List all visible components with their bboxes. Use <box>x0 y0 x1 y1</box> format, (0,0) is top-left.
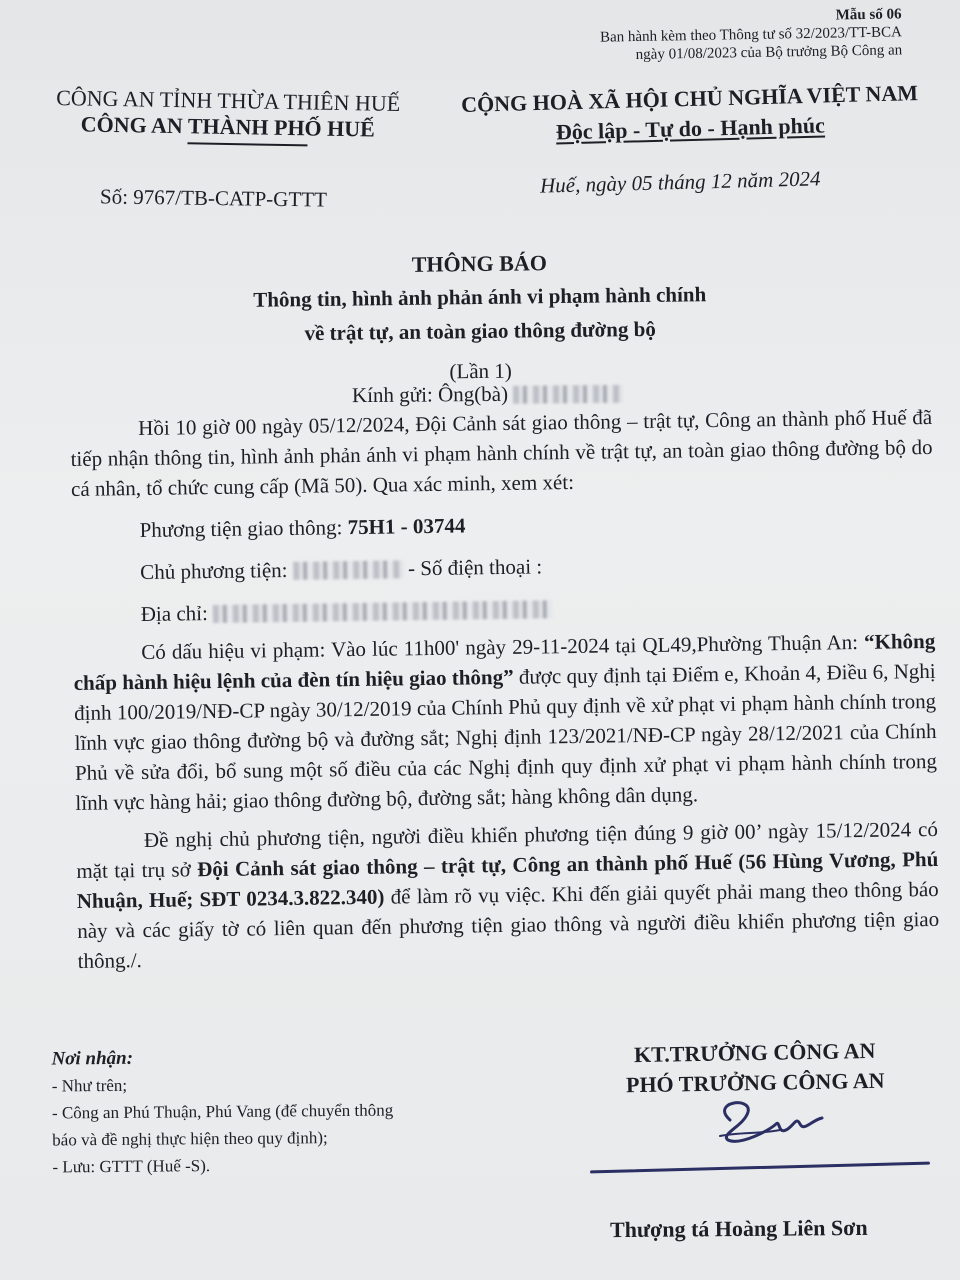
redacted-name <box>513 385 623 404</box>
signature-title-line-2: PHÓ TRƯỞNG CÔNG AN <box>625 1067 885 1098</box>
title-line-1: Thông tin, hình ảnh phản ánh vi phạm hành chính <box>253 282 707 312</box>
address-line <box>73 588 935 630</box>
vehicle-label: Phương tiện giao thông: <box>139 515 348 543</box>
vehicle-line <box>71 504 933 546</box>
recipients-list <box>51 1043 393 1181</box>
violation-paragraph <box>73 626 937 818</box>
redacted-address <box>213 600 553 623</box>
owner-line <box>72 546 934 588</box>
owner-label: Chủ phương tiện: <box>140 557 293 585</box>
address-label: Địa chỉ: <box>140 601 214 627</box>
request-intro: Đề nghị chủ phương tiện, người điều khiển phương tiện đúng 9 giờ 00’ ngày 15/12/2024 có mặt tại trụ sở <box>76 816 939 883</box>
recipients-item-1: - Như trên; <box>51 1075 128 1096</box>
title-attempt: (Lần 1) <box>449 358 512 384</box>
handwritten-signature <box>700 1090 830 1150</box>
agency-parent: CÔNG AN TỈNH THỪA THIÊN HUẾ <box>56 85 401 117</box>
recipient-line <box>352 381 623 408</box>
form-issued-line-1: Ban hành kèm theo Thông tư số 32/2023/TT-BCA <box>600 24 903 46</box>
form-code: Mẫu số 06 <box>835 6 902 24</box>
signer-name: Thượng tá Hoàng Liên Sơn <box>609 1214 868 1243</box>
violation-name: “Không chấp hành hiệu lệnh của đèn tín hiệu giao thông” <box>73 628 936 695</box>
violation-legal-basis: được quy định tại Điểm e, Khoản 4, Điều 6, Nghị định 100/2019/NĐ-CP ngày 30/12/2019 của Chính Phủ quy định về xử phạt vi phạm hành chính trong lĩnh vực giao thông đường bộ và đường sắt; Nghị định 123/2021/NĐ-CP ngày 28/12/2021 của Chính Phủ về sửa đổi, bổ sung một số điều của các Nghị định quy định xử phạt vi phạm hành chính trong lĩnh vực hàng hải; giao thông đường bộ, đường sắt; hàng không dân dụng. <box>74 658 938 815</box>
document-date: Huế, ngày 05 tháng 12 năm 2024 <box>539 166 821 198</box>
form-issued-line-2: ngày 01/08/2023 của Bộ trưởng Bộ Công an <box>635 42 903 64</box>
document-title <box>149 244 811 392</box>
title-line-2: về trật tự, an toàn giao thông đường bộ <box>304 316 656 346</box>
document-body <box>70 402 940 976</box>
document-number: Số: 9767/TB-CATP-GTTT <box>99 184 328 212</box>
request-place: Đội Cảnh sát giao thông – trật tự, Công an thành phố Huế (56 Hùng Vương, Phú Nhuận, Huế; SĐT 0234.3.822.340) <box>76 846 939 913</box>
request-paragraph <box>76 814 940 976</box>
signature-line <box>590 1162 930 1174</box>
recipients-heading: Nơi nhận: <box>51 1047 134 1070</box>
form-reference <box>600 5 903 64</box>
recipients-item-2: - Công an Phú Thuận, Phú Vang (để chuyển thông <box>51 1100 394 1123</box>
title-heading: THÔNG BÁO <box>411 250 548 277</box>
phone-label: - Số điện thoại : <box>402 554 543 581</box>
agency-name: CÔNG AN THÀNH PHỐ HUẾ <box>80 111 376 142</box>
signature-title-line-1: KT.TRƯỞNG CÔNG AN <box>633 1037 876 1068</box>
agency-underline <box>187 142 307 146</box>
national-slogan: Độc lập - Tự do - Hạnh phúc <box>555 112 826 145</box>
vehicle-plate: 75H1 - 03744 <box>347 513 466 540</box>
national-motto: CỘNG HOÀ XÃ HỘI CHỦ NGHĨA VIỆT NAM <box>460 80 919 117</box>
request-instructions: để làm rõ vụ việc. Khi đến giải quyết phải mang theo thông báo này và các giấy tờ có liên quan đến phương tiện giao thông và người điều khiển phương tiện giao thông./. <box>77 876 940 973</box>
redacted-owner <box>293 560 403 580</box>
agency-header <box>38 85 419 144</box>
violation-intro: Có dấu hiệu vi phạm: Vào lúc 11h00' ngày 29-11-2024 tại QL49,Phường Thuận An: <box>141 629 865 665</box>
intro-paragraph: Hồi 10 giờ 00 ngày 05/12/2024, Đội Cảnh sát giao thông – trật tự, Công an thành phố Huế đã tiếp nhận thông tin, hình ảnh phản ánh vi phạm hành chính về trật tự, an toàn giao thông đường bộ do cá nhân, tổ chức cung cấp (Mã 50). Qua xác minh, xem xét: <box>70 404 933 501</box>
recipients-item-3: báo và đề nghị thực hiện theo quy định); <box>52 1128 328 1150</box>
recipients-item-4: - Lưu: GTTT (Huế -S). <box>52 1156 211 1177</box>
recipient-label: Kính gửi: Ông(bà) <box>351 381 509 408</box>
national-header <box>439 77 940 150</box>
